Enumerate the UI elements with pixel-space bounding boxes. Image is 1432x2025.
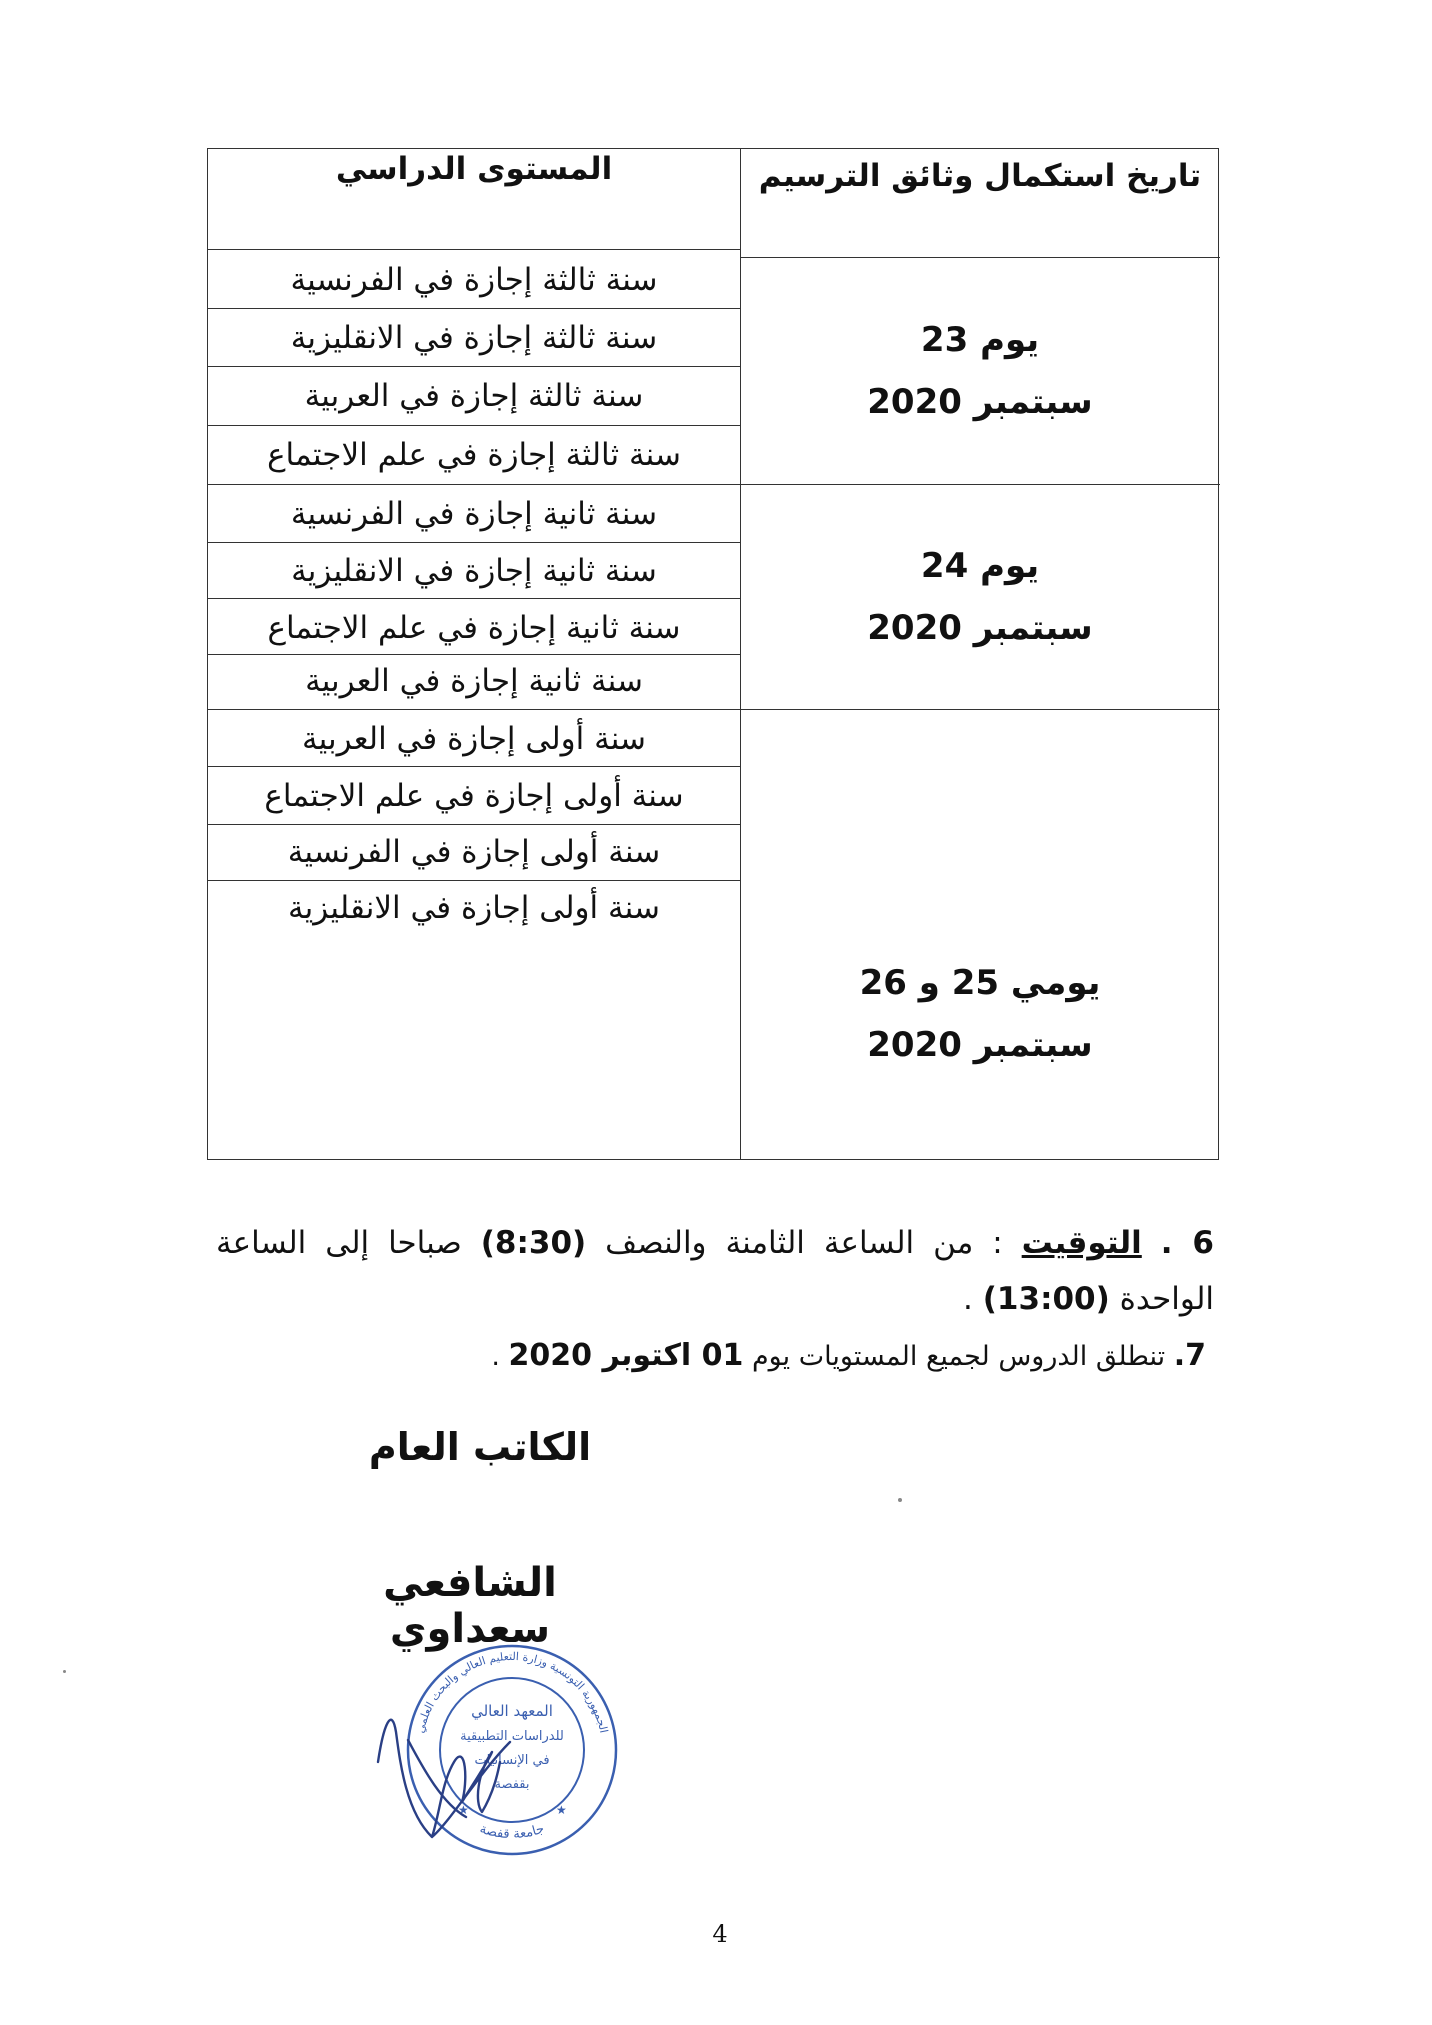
header-date: تاريخ استكمال وثائق الترسيم	[758, 158, 1202, 194]
date-cell-25-26	[740, 939, 1220, 1089]
note-label: التوقيت	[1021, 1225, 1142, 1261]
stamp-line-4: بقفصة	[494, 1777, 530, 1792]
level-cell: سنة أولى إجازة في الانقليزية	[288, 889, 660, 926]
date-month: سبتمبر 2020	[867, 1025, 1093, 1065]
note-end: .	[963, 1281, 983, 1317]
registration-schedule-table	[207, 148, 1219, 1160]
stamp-ring-bottom: جامعة قفصة	[477, 1821, 547, 1843]
scan-speck	[63, 1670, 66, 1673]
date-month: سبتمبر 2020	[867, 381, 1093, 422]
star-icon: ★	[458, 1803, 469, 1817]
level-cell: سنة ثالثة إجازة في الفرنسية	[290, 261, 658, 298]
svg-text:الجمهورية التونسية وزارة التعل	[414, 1650, 611, 1734]
note-date: 01 اكتوبر 2020	[508, 1338, 744, 1373]
level-cell: سنة أولى إجازة في علم الاجتماع	[264, 777, 684, 814]
date-day: يومي 25 و 26	[859, 963, 1101, 1003]
note-time-end: (13:00)	[982, 1281, 1110, 1317]
note-number: 6 .	[1160, 1225, 1214, 1261]
star-icon: ★	[556, 1803, 567, 1817]
stamp-line-2: للدراسات التطبيقية	[460, 1729, 564, 1744]
note-text: صباحا إلى الساعة الواحدة	[216, 1225, 1214, 1317]
note-6-timing	[216, 1215, 1214, 1327]
stamp-line-3: في الإنسانيات	[474, 1753, 550, 1768]
level-cell: سنة ثانية إجازة في الانقليزية	[291, 552, 657, 589]
date-cell-23	[740, 257, 1220, 484]
note-time-start: (8:30)	[480, 1225, 587, 1261]
note-text: : من الساعة الثامنة والنصف	[586, 1225, 1022, 1261]
note-number: 7.	[1173, 1338, 1206, 1373]
level-cell: سنة ثانية إجازة في الفرنسية	[290, 495, 658, 532]
date-month: سبتمبر 2020	[867, 607, 1093, 648]
level-cell: سنة ثالثة إجازة في الانقليزية	[290, 319, 658, 356]
scan-speck	[898, 1498, 902, 1502]
level-cell: سنة ثالثة إجازة في علم الاجتماع	[267, 436, 681, 473]
stamp-line-1: المعهد العالي	[471, 1702, 553, 1720]
note-7-start	[216, 1334, 1206, 1379]
header-level: المستوى الدراسي	[335, 151, 613, 187]
note-text: تنطلق الدروس لجميع المستويات يوم	[743, 1341, 1174, 1372]
level-cell: سنة ثالثة إجازة في العربية	[304, 377, 644, 414]
level-cell: سنة ثانية إجازة في علم الاجتماع	[267, 609, 681, 646]
note-end: .	[491, 1341, 509, 1372]
row-divider	[208, 249, 740, 250]
signature-title: الكاتب العام	[368, 1425, 592, 1469]
level-cell: سنة أولى إجازة في الفرنسية	[287, 833, 661, 870]
level-cell: سنة ثانية إجازة في العربية	[305, 662, 643, 699]
svg-text:جامعة قفصة	[478, 1821, 547, 1842]
date-cell-24	[740, 484, 1220, 709]
page-number: 4	[712, 1920, 728, 1948]
official-stamp	[370, 1612, 650, 1862]
signature-name: الشافعي سعداوي	[383, 1560, 557, 1652]
level-cell: سنة أولى إجازة في العربية	[301, 720, 647, 757]
stamp-ring-top: الجمهورية التونسية وزارة التعليم العالي والبحث العلمي	[413, 1649, 611, 1735]
date-day: يوم 24	[920, 545, 1040, 586]
date-day: يوم 23	[920, 319, 1040, 360]
